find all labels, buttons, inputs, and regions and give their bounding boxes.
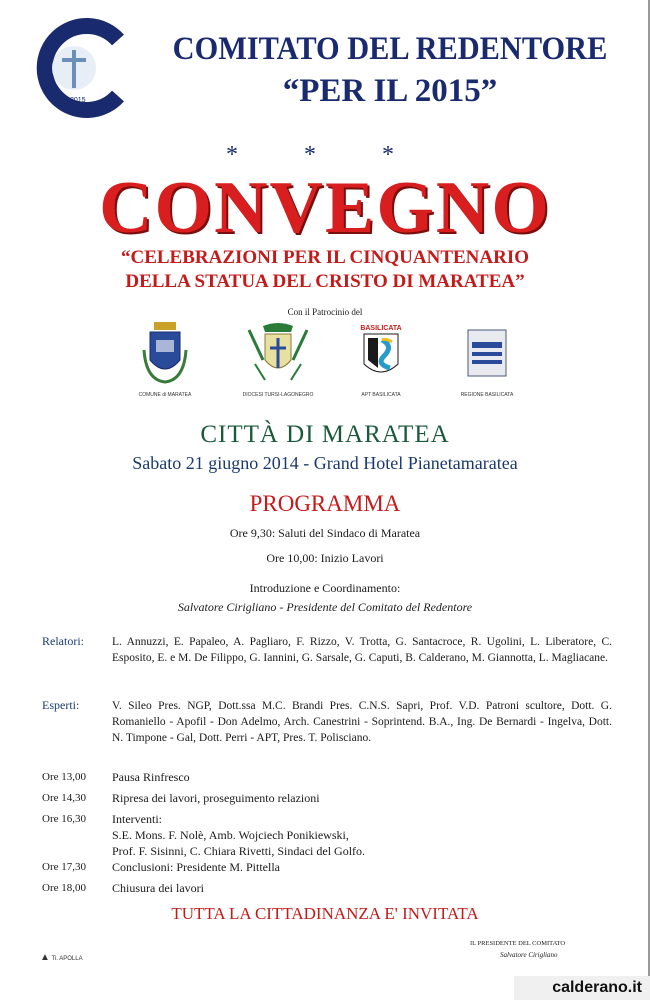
comune-crest-icon (140, 320, 190, 386)
schedule-item: S.E. Mons. F. Nolè, Amb. Wojciech Ponikiewski, (112, 828, 349, 842)
apt-logo-text: BASILICATA (360, 325, 402, 332)
schedule-item: Ripresa dei lavori, proseguimento relazioni (112, 791, 320, 805)
opening-line-2: Ore 10,00: Inizio Lavori (266, 551, 384, 565)
schedule-time: Ore 17,30 (42, 861, 86, 873)
schedule-item: Prof. F. Sisinni, C. Chiara Rivetti, Sindaci del Golfo. (112, 844, 366, 858)
schedule-time: Ore 14,30 (42, 792, 86, 804)
signature-role: IL PRESIDENTE DEL COMITATO (470, 940, 566, 947)
schedule-item: Pausa Rinfresco (112, 770, 190, 784)
event-theme-line-2: DELLA STATUA DEL CRISTO DI MARATEA” (125, 271, 525, 292)
apt-logo-icon (356, 320, 406, 386)
patron-comune (120, 320, 210, 398)
opening-line-1: Ore 9,30: Saluti del Sindaco di Maratea (229, 526, 421, 540)
schedule-time: Ore 16,30 (42, 813, 86, 825)
separator-stars: * * * (226, 142, 424, 168)
invitation-line: TUTTA LA CITTADINANZA E' INVITATA (171, 904, 479, 923)
committee-title: COMITATO DEL REDENTORE (172, 31, 608, 67)
program-title: PROGRAMMA (249, 491, 401, 516)
patron-diocesi (228, 320, 328, 398)
committee-subtitle: “PER IL 2015” (282, 73, 498, 109)
schedule-time: Ore 13,00 (42, 771, 86, 783)
intro-label: Introduzione e Coordinamento: (249, 581, 401, 595)
signature-name: Salvatore Cirigliano (500, 951, 558, 959)
city-title: CITTÀ DI MARATEA (200, 421, 450, 448)
patron-caption: DIOCESI TURSI-LAGONEGRO (242, 392, 314, 398)
coordinator-line (0, 599, 650, 615)
printer-icon: ▲ (40, 952, 50, 963)
event-date: Sabato 21 giugno 2014 - Grand Hotel Pianetamaratea (132, 453, 518, 473)
patron-caption: COMUNE di MARATEA (138, 392, 192, 398)
esperti-label: Esperti: (42, 698, 80, 712)
site-watermark: calderano.it (514, 976, 650, 1000)
relatori-label: Relatori: (42, 634, 84, 648)
printer-credit: ▲ Ti. APOLLA (40, 952, 83, 963)
committee-logo (30, 18, 130, 118)
esperti-list: V. Sileo Pres. NGP, Dott.ssa M.C. Brandi Pres. C.N.S. Sapri, Prof. V.D. Patroni scultore, Dott. G. Romaniello - Apofil - Don Adelmo, Arch. Canestrini - Soprintend. B.A., Ing. De Bernardi - Ingelva, Dott. N. Timpone - Gal, Dott. Perri - APT, Pres. T. Polisciano. (112, 700, 612, 744)
patron-logos (120, 320, 540, 410)
coordinator-name: Salvatore Cirigliano (177, 600, 277, 614)
logo-text: IL 2015 (62, 97, 86, 104)
schedule-item: Interventi: (112, 812, 162, 826)
patron-apt (346, 320, 416, 398)
event-heading: CONVEGNO (99, 167, 551, 249)
patronage-intro: Con il Patrocinio del (287, 307, 363, 317)
schedule-item: Conclusioni: Presidente M. Pittella (112, 860, 280, 874)
patron-caption: REGIONE BASILICATA (460, 392, 514, 398)
patron-caption: APT BASILICATA (361, 392, 401, 398)
patron-regione (442, 320, 532, 398)
schedule-time: Ore 18,00 (42, 882, 86, 894)
regione-crest-icon (462, 320, 512, 386)
coordinator-role: - Presidente del Comitato del Redentore (276, 600, 473, 614)
diocesi-crest-icon (243, 320, 313, 386)
relatori-list: L. Annuzzi, E. Papaleo, A. Pagliaro, F. Rizzo, V. Trotta, G. Santacroce, R. Ugolini, L. Liberatore, C. Esposito, E. e M. De Filippo, G. Iannini, G. Sarsale, G. Caputi, B. Calderano, M. Giannotta, L. Magliacane. (112, 636, 612, 664)
event-theme-line-1: “CELEBRAZIONI PER IL CINQUANTENARIO (120, 247, 530, 268)
schedule-item: Chiusura dei lavori (112, 881, 204, 895)
